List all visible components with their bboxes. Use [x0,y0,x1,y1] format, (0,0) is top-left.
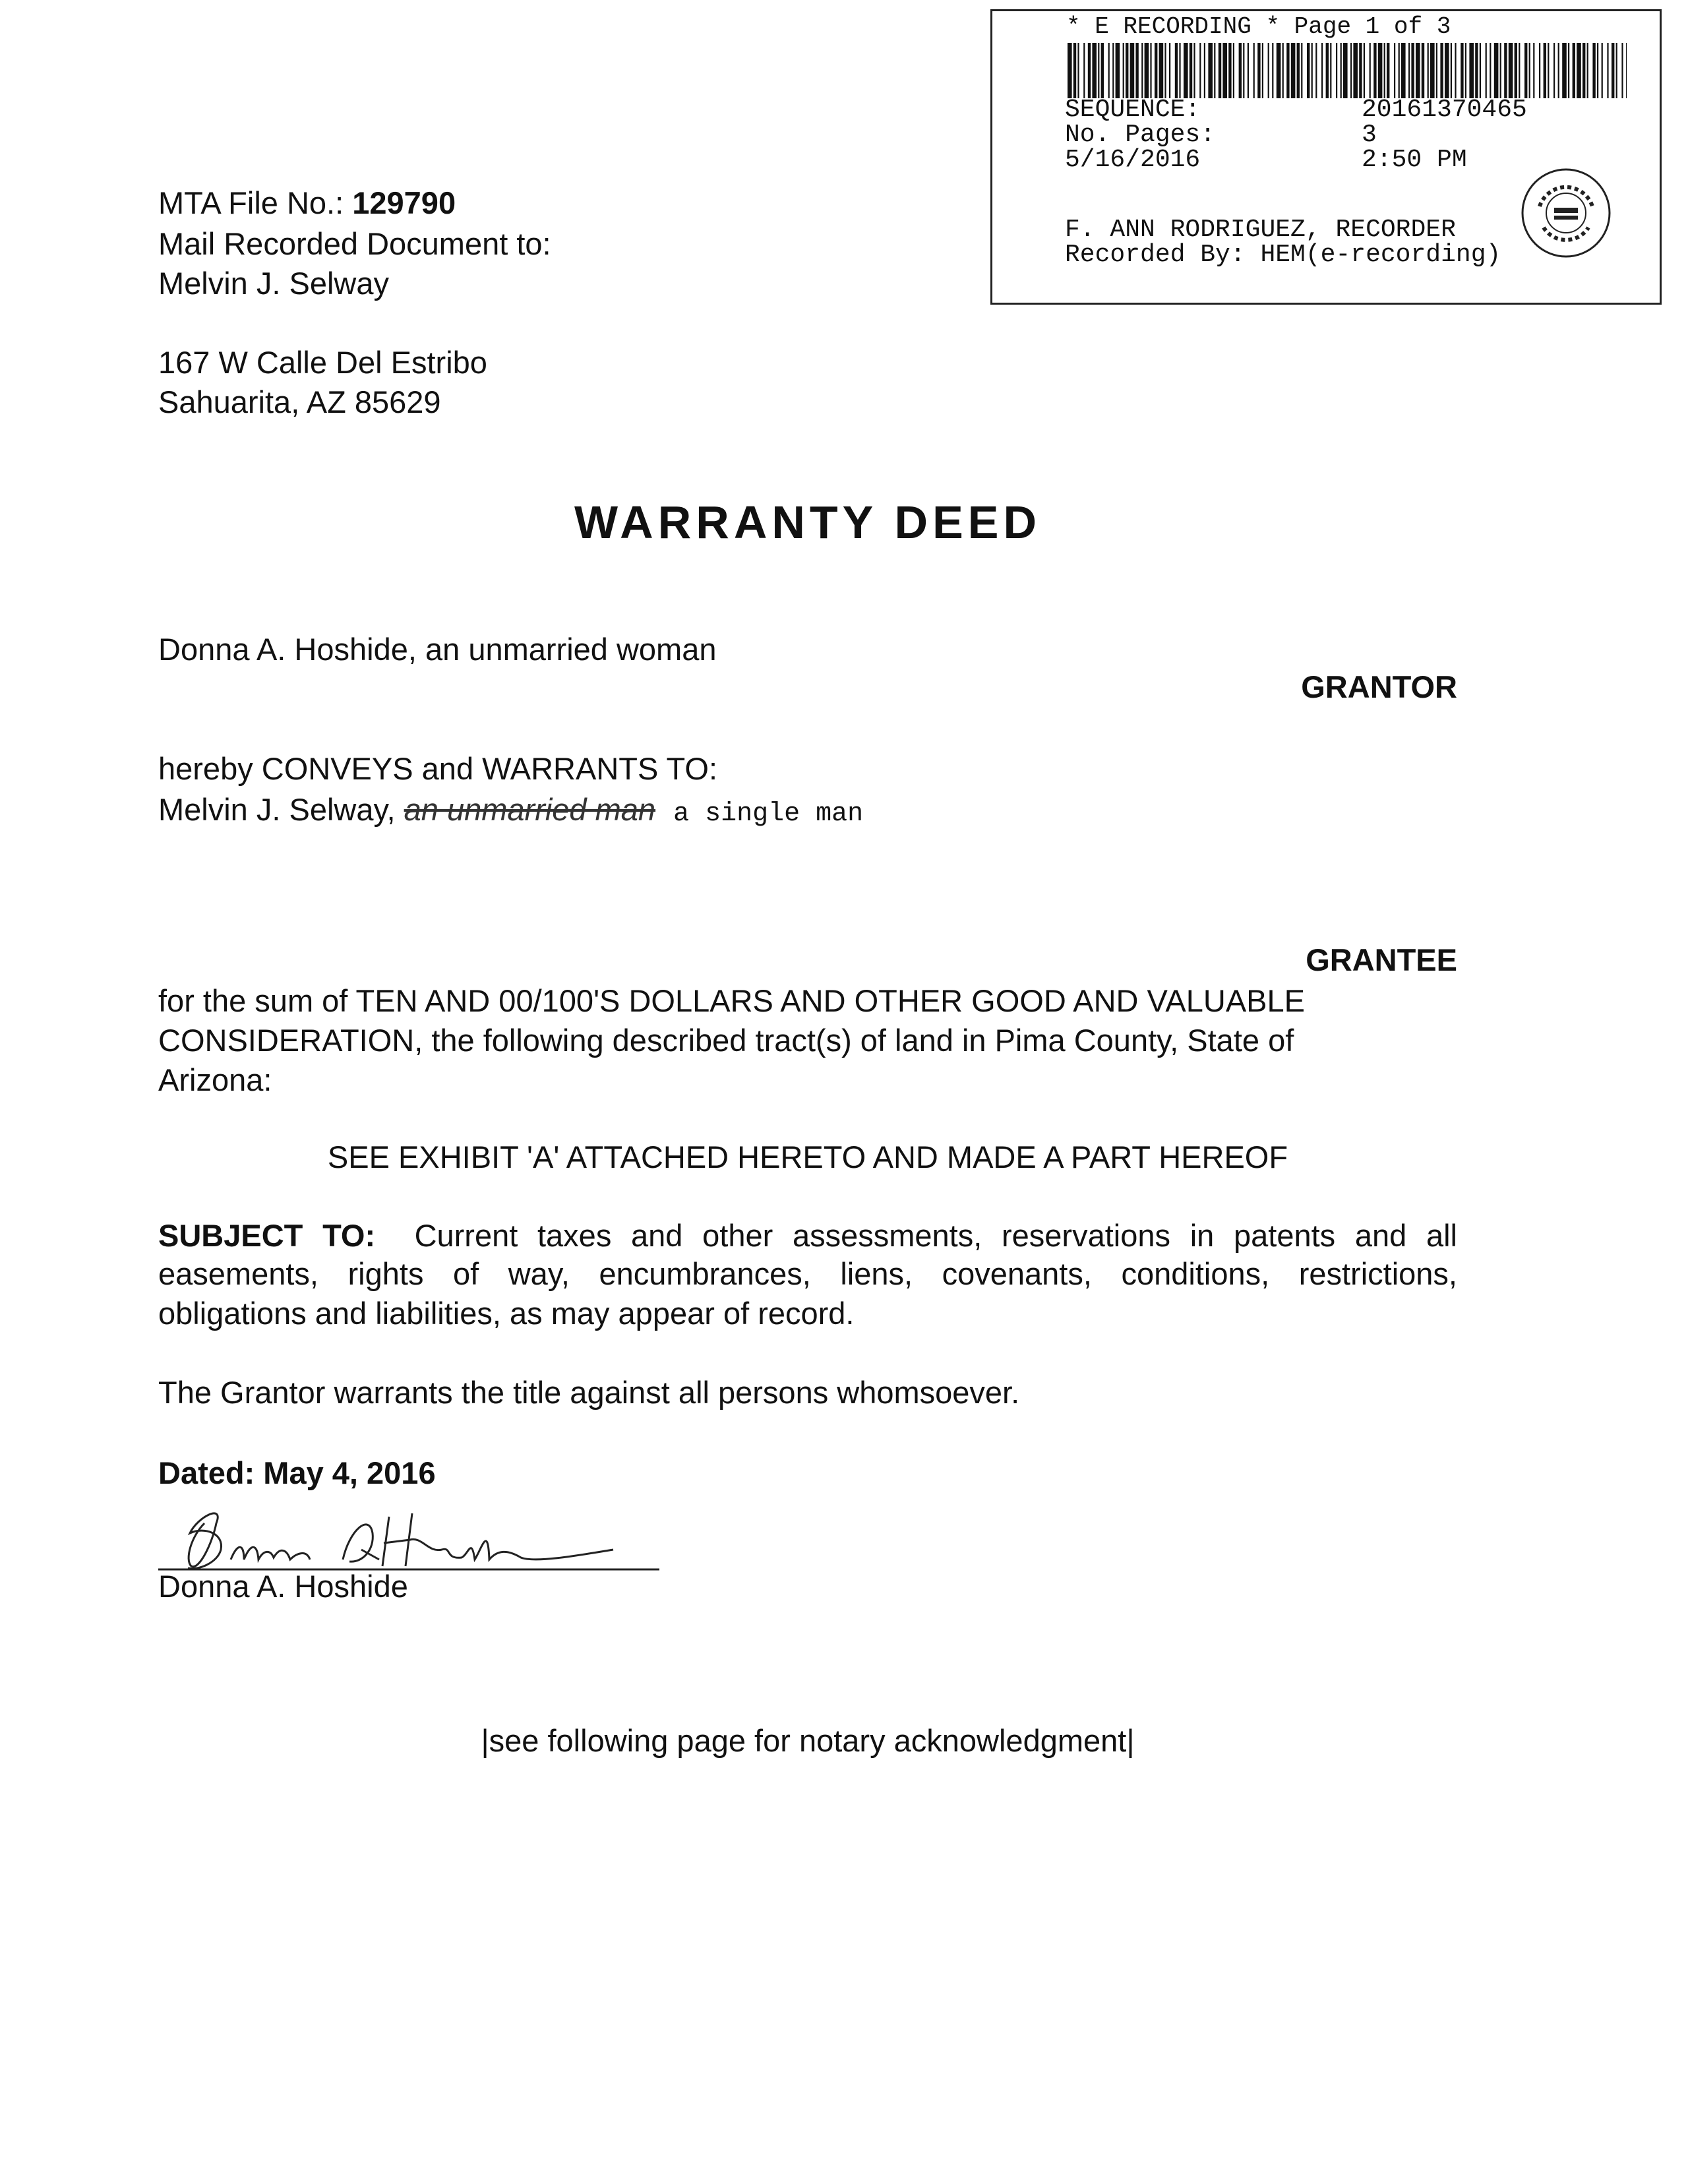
dated-line: Dated: May 4, 2016 [158,1455,436,1490]
signature-name: Donna A. Hoshide [158,1569,408,1604]
consideration-line-1: for the sum of TEN AND 00/100'S DOLLARS AND OTHER GOOD AND VALUABLE [158,983,1306,1018]
mta-file-line [158,183,456,223]
exhibit-line: SEE EXHIBIT 'A' ATTACHED HERETO AND MADE A PART HEREOF [327,1139,1288,1174]
recorder-name: F. ANN RODRIGUEZ, RECORDER [1065,216,1456,244]
warrant-line: The Grantor warrants the title against all persons whomsoever. [158,1375,1020,1410]
sequence-value: 20161370465 [1362,96,1527,124]
pages-label: No. Pages: [1065,121,1216,149]
grantee-line [158,790,863,830]
record-date: 5/16/2016 [1065,146,1201,174]
grantee-struck-text: an unmarried man [404,792,656,827]
signature-image [152,1497,666,1576]
address-line-1: 167 W Calle Del Estribo [158,345,487,380]
county-recorder-seal-icon [1520,167,1612,259]
subject-line-2: easements, rights of way, encumbrances, liens, covenants, conditions, restrictions, [158,1256,1457,1291]
address-line-2: Sahuarita, AZ 85629 [158,384,441,419]
stamp-header: * E RECORDING * Page 1 of 3 [1066,13,1451,40]
document-title: WARRANTY DEED [574,497,1042,548]
consideration-line-2: CONSIDERATION, the following described tract(s) of land in Pima County, State of [158,1023,1294,1058]
subject-text-1: Current taxes and other assessments, reservations in patents and all [414,1218,1457,1253]
recorded-by: Recorded By: HEM(e-recording) [1065,241,1501,269]
grantor-line: Donna A. Hoshide, an unmarried woman [158,632,717,667]
grantee-typed-text: a single man [673,799,864,829]
file-number: 129790 [352,185,456,220]
record-time: 2:50 PM [1362,146,1467,174]
recording-stamp [990,9,1662,305]
mail-to-name: Melvin J. Selway [158,266,389,301]
subject-line-3: obligations and liabilities, as may appear of record. [158,1296,855,1331]
conveys-line: hereby CONVEYS and WARRANTS TO: [158,751,718,786]
subject-label: SUBJECT TO: [158,1218,376,1253]
mail-to-line: Mail Recorded Document to: [158,226,551,261]
barcode-icon [1068,43,1627,98]
file-label: MTA File No.: [158,185,344,220]
grantee-name: Melvin J. Selway, [158,792,396,827]
pages-value: 3 [1362,121,1377,149]
consideration-line-3: Arizona: [158,1062,272,1097]
sequence-label: SEQUENCE: [1065,96,1201,124]
grantee-label: GRANTEE [1306,942,1457,977]
grantor-label: GRANTOR [1301,669,1457,704]
notary-note: |see following page for notary acknowledgment| [481,1723,1135,1758]
